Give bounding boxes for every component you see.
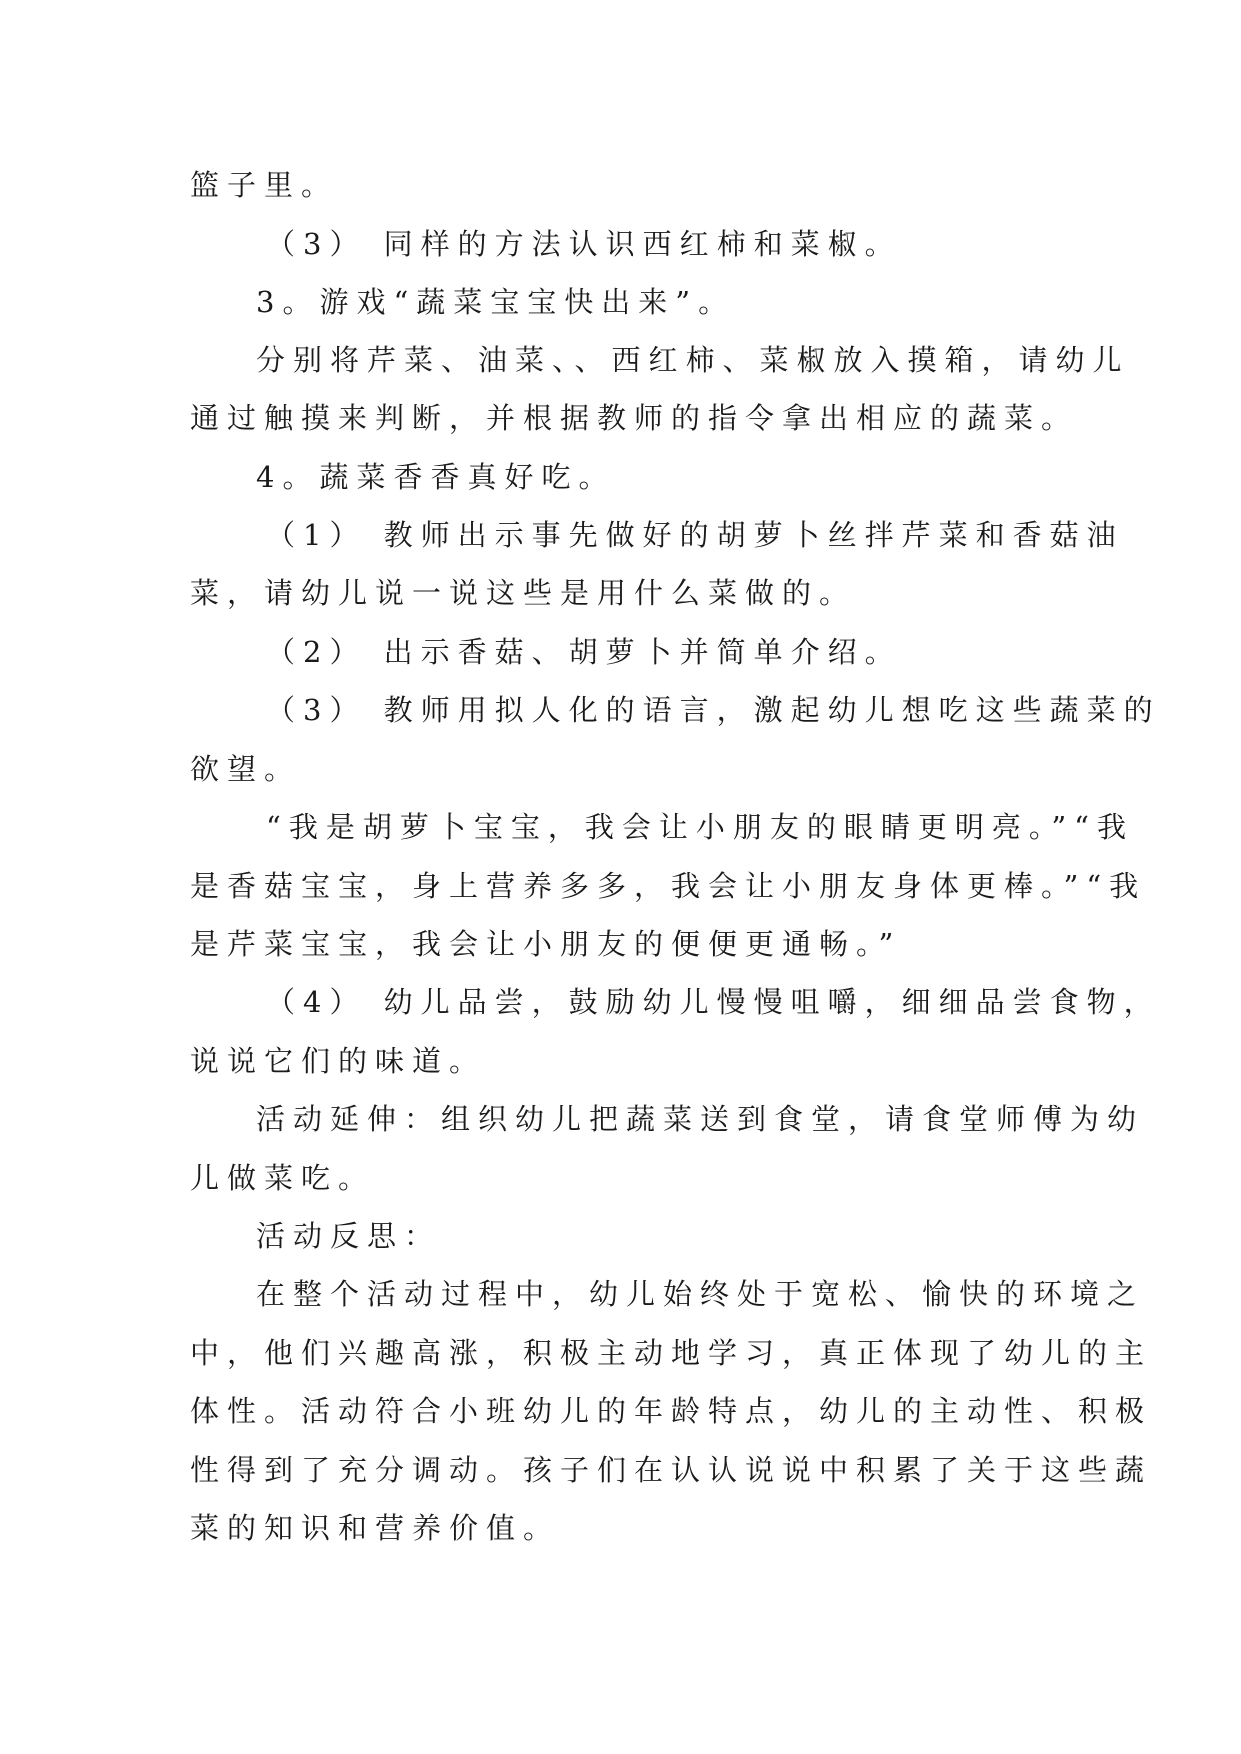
- text-line: 说说它们的味道。: [190, 1044, 487, 1078]
- text-line: “我是胡萝卜宝宝，我会让小朋友的眼睛更明亮。”“我: [266, 810, 1134, 844]
- text-line: 欲望。: [190, 752, 302, 786]
- text-line: 4。蔬菜香香真好吃。: [256, 460, 616, 494]
- text-line: 中，他们兴趣高涨，积极主动地学习，真正体现了幼儿的主: [190, 1336, 1153, 1370]
- text-line: 通过触摸来判断，并根据教师的指令拿出相应的蔬菜。: [190, 401, 1079, 435]
- text-line: （3） 同样的方法认识西红柿和菜椒。: [266, 227, 902, 261]
- text-line: 是芹菜宝宝，我会让小朋友的便便更通畅。”: [190, 927, 902, 961]
- text-line: （4） 幼儿品尝，鼓励幼儿慢慢咀嚼，细细品尝食物，: [266, 985, 1161, 1019]
- text-line: 在整个活动过程中，幼儿始终处于宽松、愉快的环境之: [256, 1277, 1145, 1311]
- text-line: 活动反思：: [256, 1219, 442, 1253]
- text-line: 儿做菜吃。: [190, 1161, 376, 1195]
- text-line: 菜，请幼儿说一说这些是用什么菜做的。: [190, 576, 857, 610]
- text-line: 分别将芹菜、油菜、、西红柿、菜椒放入摸箱，请幼儿: [256, 343, 1130, 377]
- text-line: 性得到了充分调动。孩子们在认认说说中积累了关于这些蔬: [190, 1453, 1153, 1487]
- text-line: （2） 出示香菇、胡萝卜并简单介绍。: [266, 635, 902, 669]
- text-line: 活动延伸：组织幼儿把蔬菜送到食堂，请食堂师傅为幼: [256, 1102, 1145, 1136]
- text-line: 体性。活动符合小班幼儿的年龄特点，幼儿的主动性、积极: [190, 1394, 1153, 1428]
- text-line: （3） 教师用拟人化的语言，激起幼儿想吃这些蔬菜的: [266, 693, 1161, 727]
- text-line: 3。游戏“蔬菜宝宝快出来”。: [256, 285, 736, 319]
- text-line: 篮子里。: [190, 168, 339, 202]
- text-line: 是香菇宝宝，身上营养多多，我会让小朋友身体更棒。”“我: [190, 869, 1147, 903]
- text-line: 菜的知识和营养价值。: [190, 1511, 561, 1545]
- text-line: （1） 教师出示事先做好的胡萝卜丝拌芹菜和香菇油: [266, 518, 1124, 552]
